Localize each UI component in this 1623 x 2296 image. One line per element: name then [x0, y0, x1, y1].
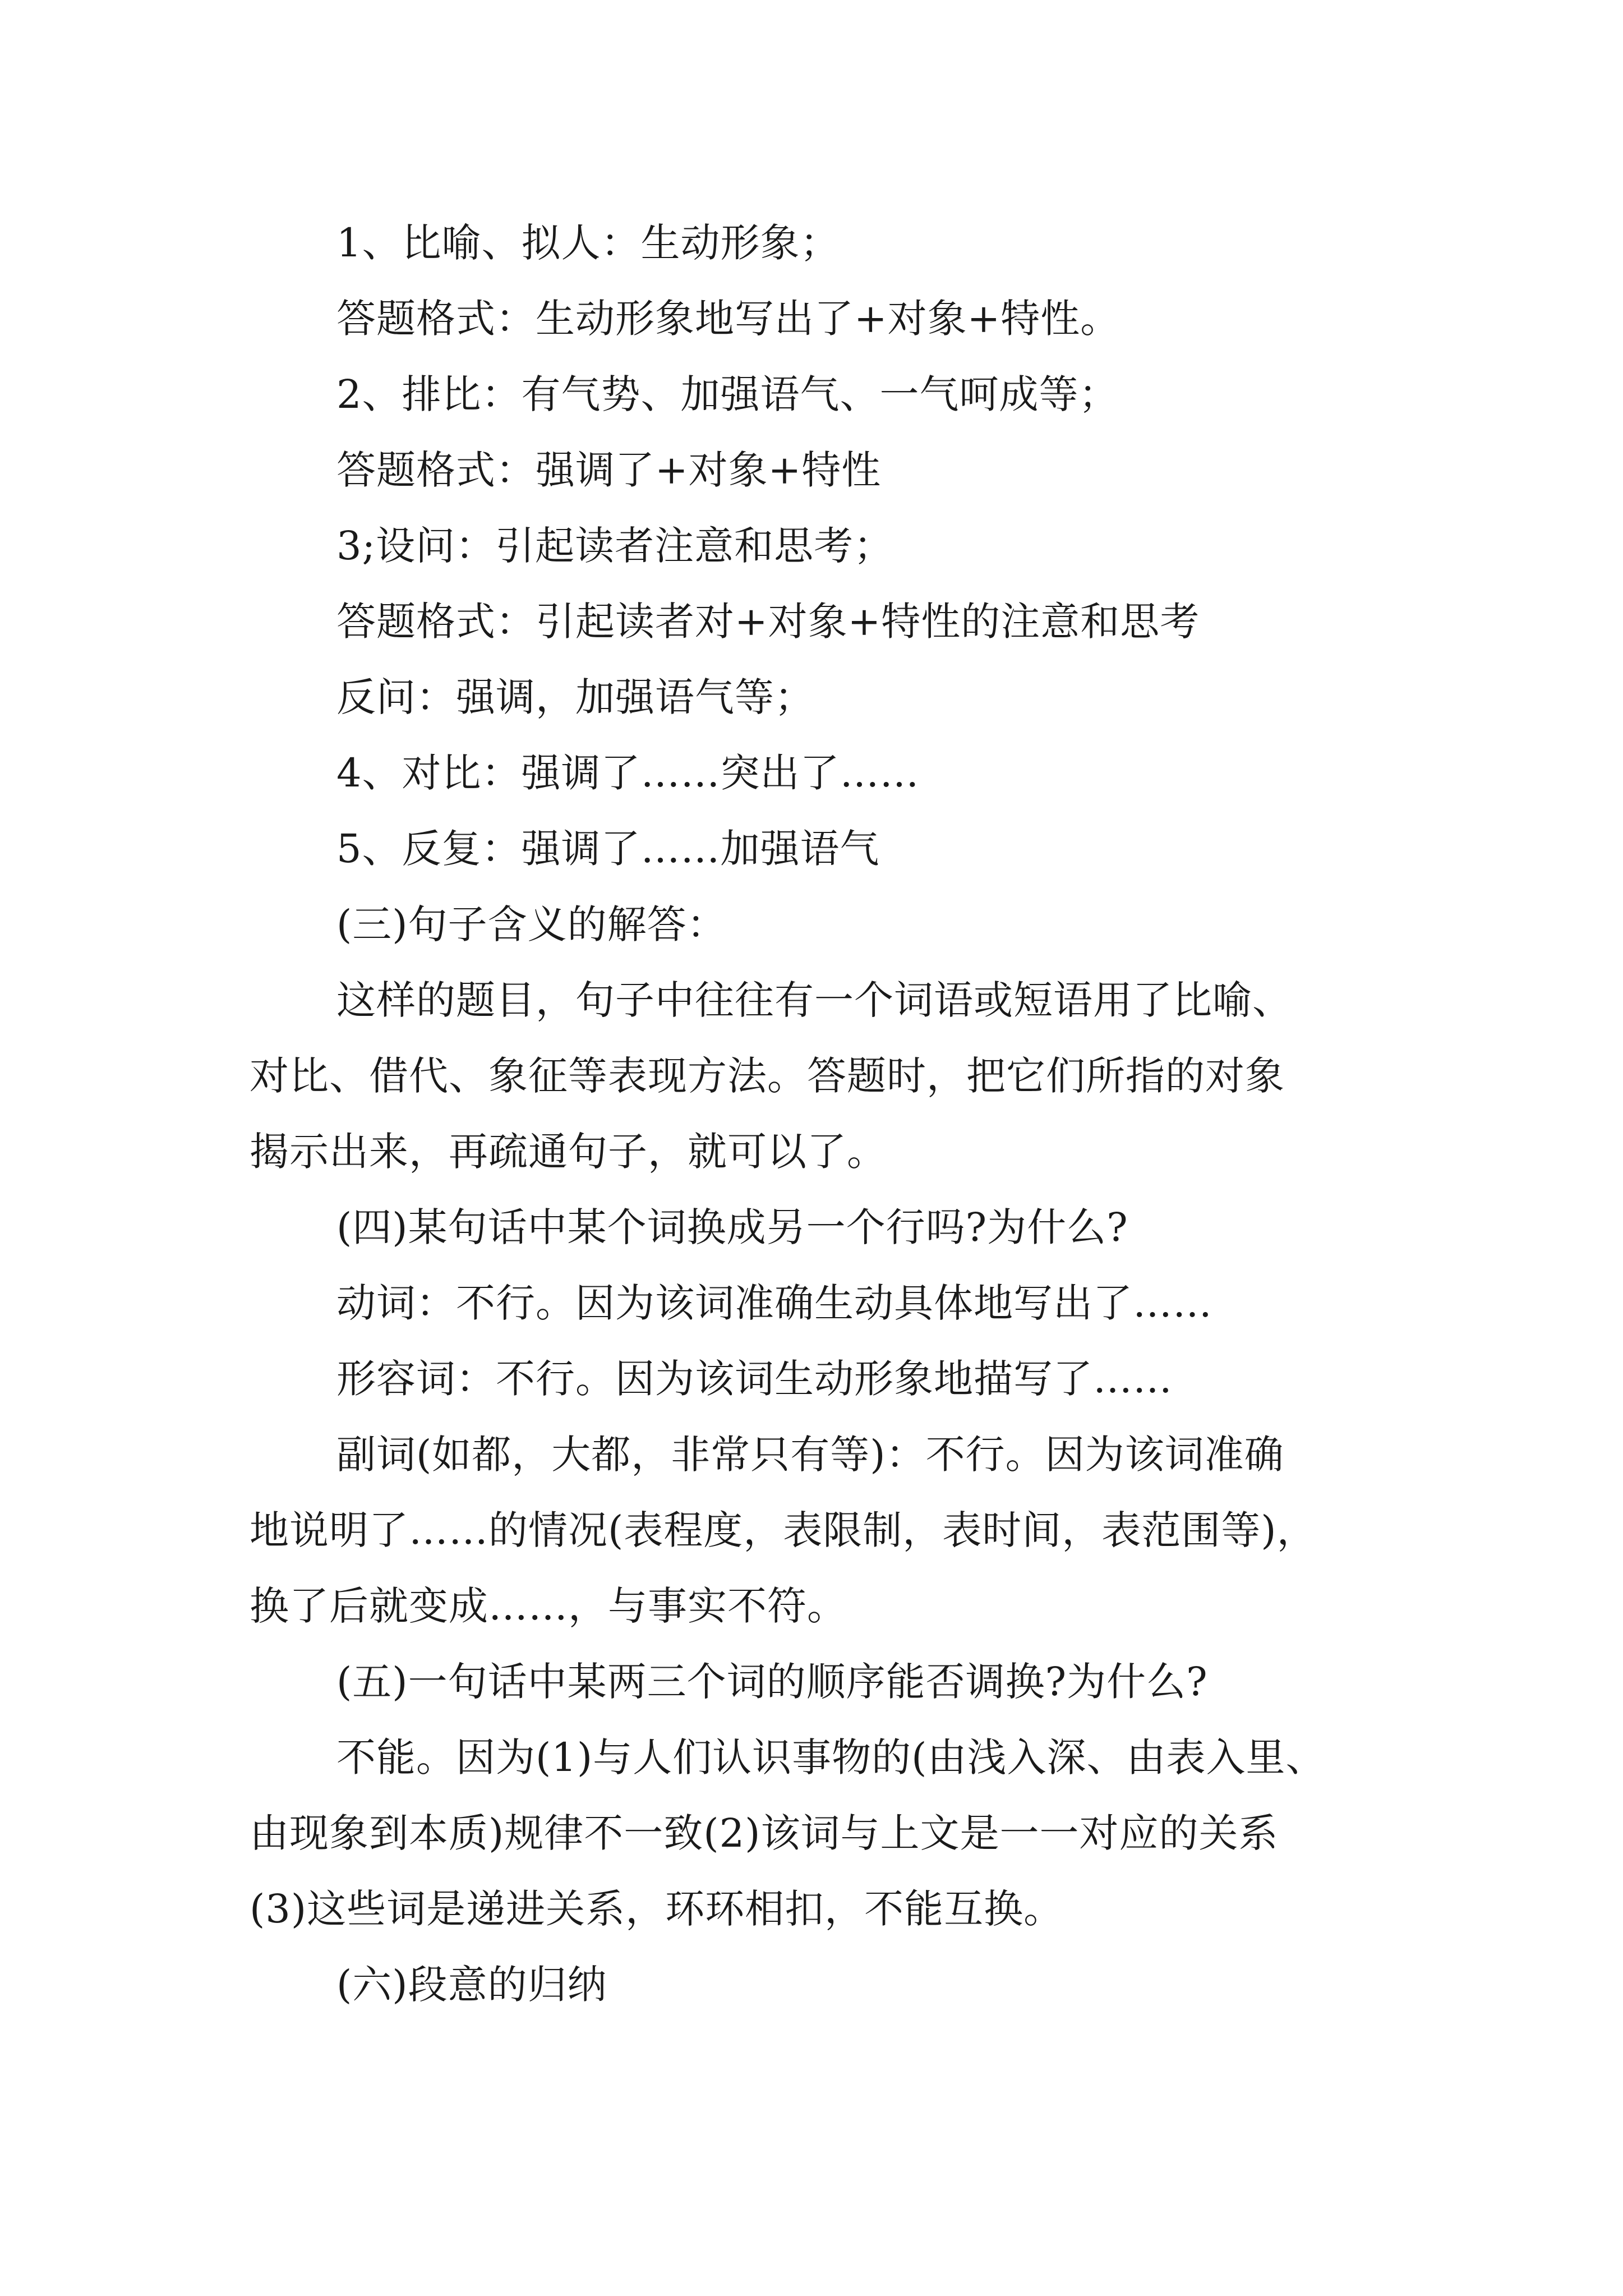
line-5: 3;设问：引起读者注意和思考；: [336, 523, 894, 569]
line-21: 不能。因为(1)与人们认识事物的(由浅入深、由表入里、: [336, 1734, 1326, 1780]
section-heading-4: (四)某句话中某个词换成另一个行吗?为什么?: [336, 1204, 1128, 1250]
line-12: 对比、借代、象征等表现方法。答题时，把它们所指的对象: [250, 1053, 1285, 1099]
line-17: 副词(如都，大都，非常只有等)：不行。因为该词准确: [336, 1432, 1284, 1478]
line-13: 揭示出来，再疏通句子，就可以了。: [250, 1129, 887, 1175]
line-11: 这样的题目，句子中往往有一个词语或短语用了比喻、: [336, 977, 1292, 1023]
line-3: 2、排比：有气势、加强语气、一气呵成等；: [336, 371, 1119, 417]
line-19: 换了后就变成……，与事实不符。: [250, 1583, 847, 1629]
line-22: 由现象到本质)规律不一致(2)该词与上文是一一对应的关系: [250, 1810, 1279, 1856]
line-7: 反问：强调，加强语气等；: [336, 674, 814, 720]
line-8: 4、对比：强调了……突出了……: [336, 750, 920, 796]
section-heading-6: (六)段意的归纳: [336, 1962, 607, 2008]
line-1: 1、比喻、拟人：生动形象；: [336, 220, 840, 266]
section-heading-3: (三)句子含义的解答：: [336, 901, 727, 947]
line-9: 5、反复：强调了……加强语气: [336, 826, 880, 872]
line-2: 答题格式：生动形象地写出了+对象+特性。: [336, 296, 1121, 342]
line-15: 动词：不行。因为该词准确生动具体地写出了……: [336, 1280, 1212, 1326]
line-6: 答题格式：引起读者对+对象+特性的注意和思考: [336, 599, 1200, 645]
line-4: 答题格式：强调了+对象+特性: [336, 447, 882, 493]
line-23: (3)这些词是递进关系，环环相扣，不能互换。: [250, 1886, 1064, 1932]
line-18: 地说明了……的情况(表程度，表限制，表时间，表范围等)，: [250, 1507, 1317, 1553]
line-16: 形容词：不行。因为该词生动形象地描写了……: [336, 1356, 1173, 1402]
section-heading-5: (五)一句话中某两三个词的顺序能否调换?为什么?: [336, 1659, 1208, 1705]
